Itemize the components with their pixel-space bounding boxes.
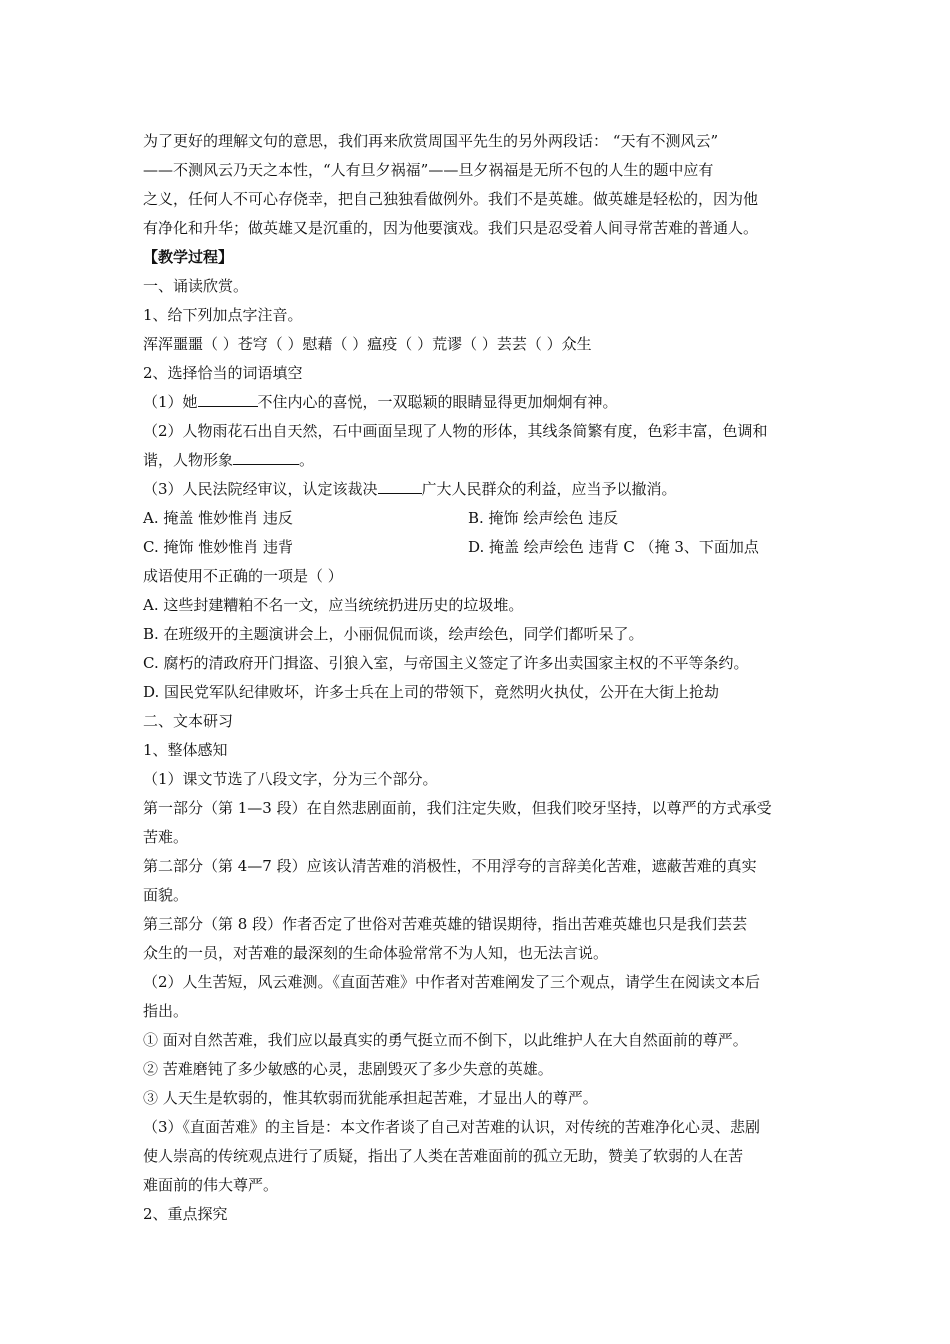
- para-intro-line-1: 为了更好的理解文句的意思，我们再来欣赏周国平先生的另外两段话： “天有不测风云”: [143, 132, 719, 150]
- fill-item-3: （3）人民法院经审议，认定该裁决 广大人民群众的利益，应当予以撤消。: [143, 480, 677, 498]
- question-1: 1、给下列加点字注音。: [143, 306, 303, 324]
- q3-option-a: A. 这些封建糟粕不名一文，应当统统扔进历史的垃圾堆。: [143, 596, 524, 614]
- view-2: ② 苦难磨钝了多少敏感的心灵，悲剧毁灭了多少失意的英雄。: [143, 1060, 553, 1078]
- para-intro-line-4: 有净化和升华；做英雄又是沉重的，因为他要演戏。我们只是忍受着人间寻常苦难的普通人。: [143, 219, 759, 237]
- part-2-line-2: 面貌。: [143, 886, 189, 904]
- part-1-line-2: 苦难。: [143, 828, 189, 846]
- q3-option-d: D. 国民党军队纪律败坏，许多士兵在上司的带领下，竟然明火执仗，公开在大街上抢劫: [143, 683, 720, 701]
- pinyin-items: 浑浑噩噩（ ）苍穹（ ）慰藉（ ）瘟疫（ ）荒谬（ ）芸芸（ ）众生: [143, 335, 592, 353]
- para-intro-line-3: 之义，任何人不可心存侥幸，把自己独独看做例外。我们不是英雄。做英雄是轻松的，因为他: [143, 190, 759, 208]
- part-2-line-1: 第二部分（第 4—7 段）应该认清苦难的消极性，不用浮夸的言辞美化苦难，遮蔽苦难的真实: [143, 857, 757, 875]
- q3-option-c: C. 腐朽的清政府开门揖盗、引狼入室，与帝国主义签定了许多出卖国家主权的不平等条约。: [143, 654, 749, 672]
- part-3-line-2: 众生的一员，对苦难的最深刻的生命体验常常不为人知，也无法言说。: [143, 944, 609, 962]
- option-b: B. 掩饰 绘声绘色 违反: [468, 509, 619, 527]
- question-3: 成语使用不正确的一项是（ ）: [143, 567, 343, 585]
- part-1-line-1: 第一部分（第 1—3 段）在自然悲剧面前，我们注定失败，但我们咬牙坚持，以尊严的方式承受: [143, 799, 772, 817]
- point-3-line-2: 使人崇高的传统观点进行了质疑，指出了人类在苦难面前的孤立无助，赞美了软弱的人在苦: [143, 1147, 744, 1165]
- part-3-line-1: 第三部分（第 8 段）作者否定了世俗对苦难英雄的错误期待，指出苦难英雄也只是我们芸芸: [143, 915, 748, 933]
- point-3-line-3: 难面前的伟大尊严。: [143, 1176, 279, 1194]
- subsection-2: 2、重点探究: [143, 1205, 228, 1223]
- option-d: D. 掩盖 绘声绘色 违背 C （掩 3、下面加点: [468, 538, 759, 556]
- point-2-line-1: （2）人生苦短，风云难测。《直面苦难》中作者对苦难阐发了三个观点，请学生在阅读文本后: [143, 973, 761, 991]
- point-2-line-2: 指出。: [143, 1002, 189, 1020]
- section-title-1: 一、诵读欣赏。: [143, 277, 249, 295]
- question-2: 2、选择恰当的词语填空: [143, 364, 303, 382]
- point-1: （1）课文节选了八段文字，分为三个部分。: [143, 770, 438, 788]
- fill-item-1: （1）她 不住内心的喜悦，一双聪颖的眼睛显得更加炯炯有神。: [143, 393, 618, 411]
- view-3: ③ 人天生是软弱的，惟其软弱而犹能承担起苦难，才显出人的尊严。: [143, 1089, 598, 1107]
- section-title-2: 二、文本研习: [143, 712, 234, 730]
- fill-item-2: （2）人物雨花石出自天然，石中画面呈现了人物的形体，其线条简繁有度，色彩丰富，色调和: [143, 422, 768, 440]
- section-heading: 【教学过程】: [143, 248, 234, 266]
- para-intro-line-2: ——不测风云乃天之本性，“人有旦夕祸福”——旦夕祸福是无所不包的人生的题中应有: [143, 161, 714, 179]
- point-3-line-1: （3）《直面苦难》的主旨是：本文作者谈了自己对苦难的认识，对传统的苦难净化心灵、悲剧: [143, 1118, 761, 1136]
- view-1: ① 面对自然苦难，我们应以最真实的勇气挺立而不倒下，以此维护人在大自然面前的尊严。: [143, 1031, 748, 1049]
- fill-item-2-cont: 谐，人物形象 。: [143, 451, 315, 469]
- q3-option-b: B. 在班级开的主题演讲会上，小丽侃侃而谈，绘声绘色，同学们都听呆了。: [143, 625, 644, 643]
- option-c: C. 掩饰 惟妙惟肖 违背: [143, 538, 294, 556]
- option-a: A. 掩盖 惟妙惟肖 违反: [143, 509, 293, 527]
- subsection-1: 1、整体感知: [143, 741, 228, 759]
